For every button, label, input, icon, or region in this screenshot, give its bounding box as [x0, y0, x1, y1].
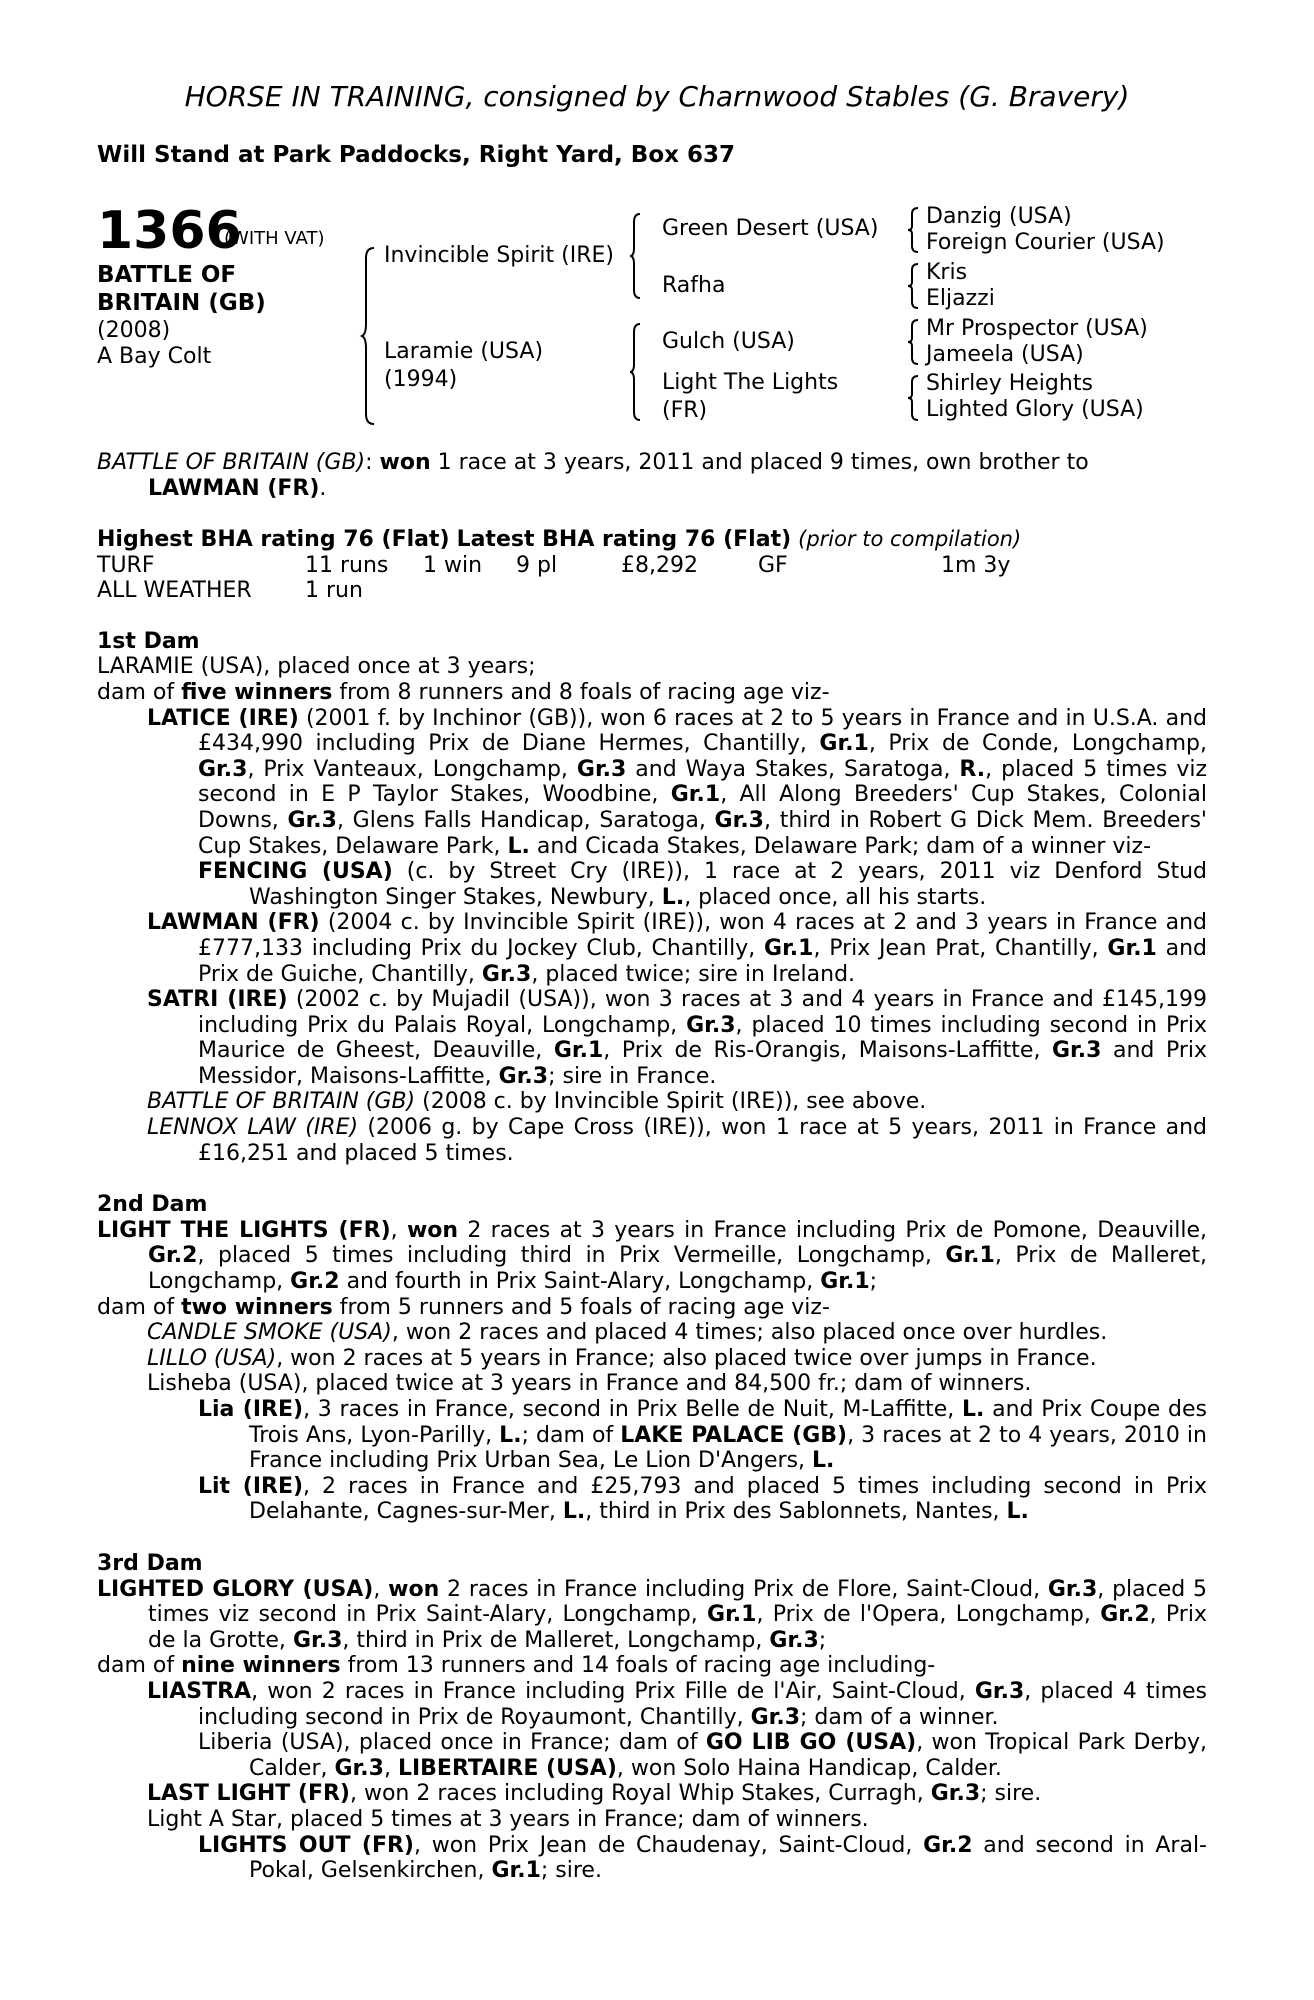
dam1-dam-of: dam of five winners from 8 runners and 8 foals of racing age viz- [97, 679, 830, 705]
produce-entry: Liberia (USA), placed once in France; dam of GO LIB GO (USA), won Tropical Park Derby, Calder, Gr.3, LIBERTAIRE (USA), won Solo Haina Handicap, Calder. [198, 1730, 1207, 1781]
horse-name [97, 261, 266, 317]
stand-location: Will Stand at Park Paddocks, Right Yard, Box 637 [97, 142, 735, 168]
dam3-dam-of: dam of nine winners from 13 runners and 14 foals of racing age including- [97, 1653, 936, 1679]
rating-placed: 9 pl [516, 552, 558, 578]
produce-entry: BATTLE OF BRITAIN (GB) (2008 c. by Invincible Spirit (IRE)), see above. [147, 1089, 927, 1115]
rating-runs: 11 runs [305, 552, 389, 578]
produce-entry: LIASTRA, won 2 races in France including Prix Fille de l'Air, Saint-Cloud, Gr.3, placed 4 times including second in Prix de Royaumont, Chantilly, Gr.3; dam of a winner. [147, 1678, 1207, 1730]
produce-entry: Lit (IRE), 2 races in France and £25,793 and placed 5 times including second in Prix Delahante, Cagnes-sur-Mer, L., third in Prix des Sablonnets, Nantes, L. [198, 1473, 1208, 1525]
brace-sire-parents [630, 212, 644, 300]
pedigree-dam-dam-line2: (FR) [662, 398, 708, 423]
foaling-year: (2008) [97, 318, 171, 343]
produce-entry: Light A Star, placed 5 times at 3 years in France; dam of winners. [147, 1806, 869, 1832]
rating-wins: 1 win [423, 552, 483, 578]
horse-description: A Bay Colt [97, 344, 212, 369]
rating-surface: TURF [97, 552, 155, 578]
vat-note: (WITH VAT) [224, 228, 325, 249]
produce-entry: LIGHTS OUT (FR), won Prix Jean de Chaudenay, Saint-Cloud, Gr.2 and second in Aral-Pokal, Gelsenkirchen, Gr.1; sire. [198, 1832, 1207, 1884]
pedigree-dsd: Jameela (USA) [926, 342, 1084, 367]
pedigree-dam-sire: Gulch (USA) [662, 329, 795, 354]
dam1-intro: LARAMIE (USA), placed once at 3 years; [97, 654, 536, 680]
pedigree-dam-dam-line1: Light The Lights [662, 370, 839, 395]
dam1-heading: 1st Dam [97, 628, 200, 654]
pedigree-dam-year: (1994) [384, 367, 458, 392]
produce-entry: LAWMAN (FR) (2004 c. by Invincible Spirit (IRE)), won 4 races at 2 and 3 years in France and £777,133 including Prix du Jockey Club, Chantilly, Gr.1, Prix Jean Prat, Chantilly, Gr.1 and Prix de Guiche, Chantilly, Gr.3, placed twice; sire in Ireland. [147, 910, 1207, 987]
page-header: HORSE IN TRAINING, consigned by Charnwood Stables (G. Bravery) [184, 80, 1130, 113]
ratings-table [97, 553, 1207, 603]
pedigree-sire: Invincible Spirit (IRE) [384, 243, 614, 268]
produce-entry: LAST LIGHT (FR), won 2 races including Royal Whip Stakes, Curragh, Gr.3; sire. [147, 1781, 1042, 1807]
pedigree-ddd: Lighted Glory (USA) [926, 397, 1144, 422]
pedigree-sss: Danzig (USA) [926, 204, 1072, 229]
pedigree-sire-dam: Rafha [662, 273, 726, 298]
brace-g3-1 [908, 206, 922, 254]
brace-g3-2 [908, 262, 922, 310]
catalogue-body [97, 450, 1207, 1884]
race-summary: BATTLE OF BRITAIN (GB): won 1 race at 3 years, 2011 and placed 9 times, own brother to LAWMAN (FR). [97, 450, 1089, 501]
dam3-heading: 3rd Dam [97, 1550, 203, 1576]
produce-entry: LENNOX LAW (IRE) (2006 g. by Cape Cross (IRE)), won 1 race at 5 years, 2011 in France and £16,251 and placed 5 times. [147, 1115, 1207, 1166]
dam2-heading: 2nd Dam [97, 1192, 208, 1218]
pedigree-sds: Kris [926, 260, 968, 285]
brace-g3-4 [908, 374, 922, 422]
dam2-dam-of: dam of two winners from 5 runners and 5 foals of racing age viz- [97, 1294, 830, 1320]
brace-g3-3 [908, 318, 922, 366]
pedigree-sire-sire: Green Desert (USA) [662, 216, 879, 241]
brace-dam-parents [630, 322, 644, 422]
produce-entry: CANDLE SMOKE (USA), won 2 races and placed 4 times; also placed once over hurdles. [147, 1320, 1108, 1346]
rating-earnings: £8,292 [621, 552, 698, 578]
pedigree-dss: Mr Prospector (USA) [926, 316, 1148, 341]
dam2-record: LIGHT THE LIGHTS (FR), won 2 races at 3 years in France including Prix de Pomone, Deauville, Gr.2, placed 5 times including third in Prix Vermeille, Longchamp, Gr.1, Prix de Malleret, Longchamp, Gr.2 and fourth in Prix Saint-Alary, Longchamp, Gr.1; [97, 1217, 1207, 1295]
rating-runs: 1 run [305, 577, 363, 603]
rating-distance: 1m 3y [941, 552, 1011, 578]
pedigree-ssd: Foreign Courier (USA) [926, 230, 1165, 255]
produce-entry: Lia (IRE), 3 races in France, second in Prix Belle de Nuit, M-Laffitte, L. and Prix Coupe des Trois Ans, Lyon-Parilly, L.; dam of LAKE PALACE (GB), 3 races at 2 to 4 years, 2010 in France including Prix Urban Sea, Le Lion D'Angers, L. [198, 1397, 1207, 1474]
produce-entry: Lisheba (USA), placed twice at 3 years in France and 84,500 fr.; dam of winners. [147, 1371, 1032, 1397]
ratings-heading: Highest BHA rating 76 (Flat) Latest BHA rating 76 (Flat) (prior to compilation) [97, 527, 1022, 553]
produce-entry: FENCING (USA) (c. by Street Cry (IRE)), 1 race at 2 years, 2011 viz Denford Stud Washington Singer Stakes, Newbury, L., placed once, all his starts. [198, 859, 1207, 910]
pedigree-sdd: Eljazzi [926, 286, 995, 311]
lot-number: 1366 [97, 201, 242, 261]
horse-name-line2: BRITAIN (GB) [97, 290, 266, 316]
produce-entry: LILLO (USA), won 2 races at 5 years in France; also placed twice over jumps in France. [147, 1345, 1097, 1371]
brace-generation1 [362, 246, 378, 426]
pedigree-dam: Laramie (USA) [384, 339, 544, 364]
dam3-record: LIGHTED GLORY (USA), won 2 races in France including Prix de Flore, Saint-Cloud, Gr.3, placed 5 times viz second in Prix Saint-Alary, Longchamp, Gr.1, Prix de l'Opera, Longchamp, Gr.2, Prix de la Grotte, Gr.3, third in Prix de Malleret, Longchamp, Gr.3; [97, 1576, 1207, 1653]
pedigree-dds: Shirley Heights [926, 371, 1093, 396]
horse-name-line1: BATTLE OF [97, 262, 237, 288]
produce-entry: SATRI (IRE) (2002 c. by Mujadil (USA)), won 3 races at 3 and 4 years in France and £145,199 including Prix du Palais Royal, Longchamp, Gr.3, placed 10 times including second in Prix Maurice de Gheest, Deauville, Gr.1, Prix de Ris-Orangis, Maisons-Laffitte, Gr.3 and Prix Messidor, Maisons-Laffitte, Gr.3; sire in France. [147, 987, 1208, 1089]
rating-surface: ALL WEATHER [97, 577, 252, 603]
rating-going: GF [758, 552, 788, 578]
produce-entry: LATICE (IRE) (2001 f. by Inchinor (GB)), won 6 races at 2 to 5 years in France and in U.S.A. and £434,990 including Prix de Diane Hermes, Chantilly, Gr.1, Prix de Conde, Longchamp, Gr.3, Prix Vanteaux, Longchamp, Gr.3 and Waya Stakes, Saratoga, R., placed 5 times viz second in E P Taylor Stakes, Woodbine, Gr.1, All Along Breeders' Cup Stakes, Colonial Downs, Gr.3, Glens Falls Handicap, Saratoga, Gr.3, third in Robert G Dick Mem. Breeders' Cup Stakes, Delaware Park, L. and Cicada Stakes, Delaware Park; dam of a winner viz- [147, 705, 1208, 859]
